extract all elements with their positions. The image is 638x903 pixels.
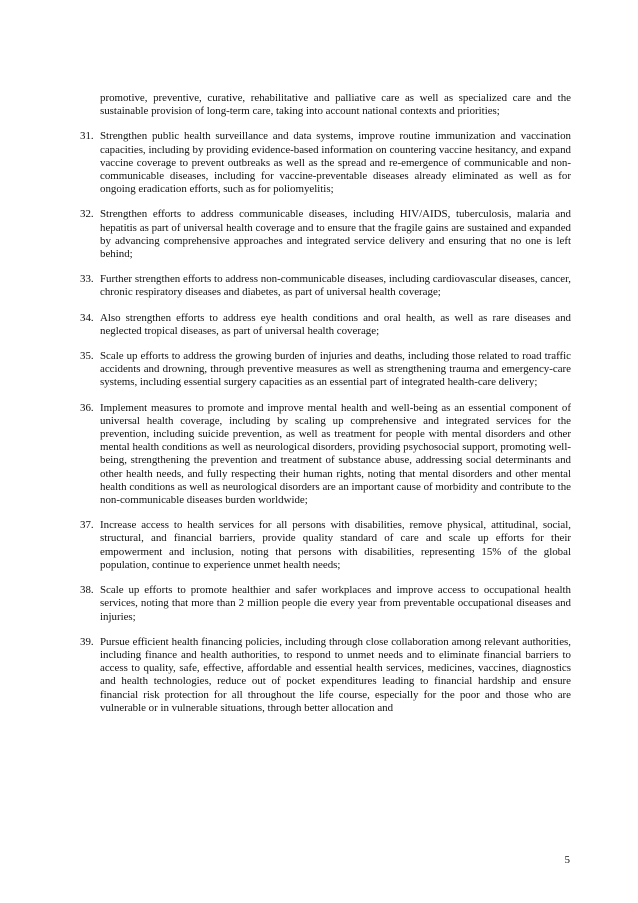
item-text: Strengthen efforts to address communicable diseases, including HIV/AIDS, tuberculosis, malaria and hepatitis as part of universal health coverage and to ensure that the fragile gains are sustained and expanded by advancing comprehensive approaches and integrated service delivery and ensuring that no one is left behind; (100, 208, 571, 261)
list-item-37 (80, 519, 571, 572)
item-number: 34. (80, 311, 94, 324)
item-number: 32. (80, 208, 94, 221)
item-number: 39. (80, 635, 94, 648)
item-number: 31. (80, 130, 94, 143)
list-item-33 (80, 273, 571, 299)
list-item-39 (80, 636, 571, 715)
item-text: Scale up efforts to address the growing burden of injuries and deaths, including those related to road traffic accidents and drowning, through preventive measures as well as strengthening trauma and emergency-care systems, including essential surgery capacities as an essential part of integrated health-care delivery; (100, 350, 571, 389)
list-item-31 (80, 130, 571, 196)
item-number: 38. (80, 584, 94, 597)
list-item-36 (80, 402, 571, 508)
list-item-34 (80, 312, 571, 338)
item-number: 33. (80, 273, 94, 286)
page-number: 5 (564, 854, 570, 866)
list-item-38 (80, 584, 571, 624)
continuation-paragraph: promotive, preventive, curative, rehabilitative and palliative care as well as specialized care and the sustainable provision of long-term care, taking into account national contexts and priorities; (100, 92, 571, 118)
item-text: Increase access to health services for all persons with disabilities, remove physical, attitudinal, social, structural, and financial barriers, provide quality standard of care and scale up efforts for their empowerment and inclusion, noting that persons with disabilities, representing 15% of the global population, continue to experience unmet health needs; (100, 519, 571, 571)
item-text: Strengthen public health surveillance and data systems, improve routine immunization and vaccination capacities, including by providing evidence-based information on countering vaccine hesitancy, and expand vaccine coverage to prevent outbreaks as well as the spread and re-emergence of communicable and non-communicable diseases, including for vaccine-preventable diseases already eliminated as well as for ongoing eradication efforts, such as for poliomyelitis; (100, 130, 571, 196)
item-number: 35. (80, 350, 94, 363)
item-text: Implement measures to promote and improve mental health and well-being as an essential component of universal health coverage, including by scaling up comprehensive and integrated services for the prevention, including suicide prevention, as well as treatment for people with mental disorders and other mental health conditions as well as neurological disorders, providing psychosocial support, promoting well-being, strengthening the prevention and treatment of substance abuse, addressing social determinants and other health needs, and fully respecting their human rights, noting that mental disorders and other mental health conditions as well as neurological disorders are an important cause of morbidity and contribute to the non-communicable diseases burden worldwide; (100, 401, 571, 507)
item-text: Also strengthen efforts to address eye health conditions and oral health, as well as rare diseases and neglected tropical diseases, as part of universal health coverage; (100, 311, 571, 337)
item-number: 36. (80, 401, 94, 414)
item-number: 37. (80, 519, 94, 532)
list-item-35 (80, 350, 571, 390)
item-text: Pursue efficient health financing policies, including through close collaboration among relevant authorities, including finance and health authorities, to respond to unmet needs and to eliminate financial barriers to access to quality, safe, effective, affordable and essential health services, medicines, vaccines, diagnostics and health technologies, reduce out of pocket expenditures leading to financial hardship and ensure financial risk protection for all throughout the life course, especially for the poor and those who are vulnerable or in vulnerable situations, through better allocation and (100, 635, 571, 714)
page-content (80, 92, 571, 727)
item-text: Further strengthen efforts to address non-communicable diseases, including cardiovascular diseases, cancer, chronic respiratory diseases and diabetes, as part of universal health coverage; (100, 273, 571, 299)
item-text: Scale up efforts to promote healthier and safer workplaces and improve access to occupational health services, noting that more than 2 million people die every year from preventable occupational diseases and injuries; (100, 584, 571, 623)
list-item-32 (80, 208, 571, 261)
